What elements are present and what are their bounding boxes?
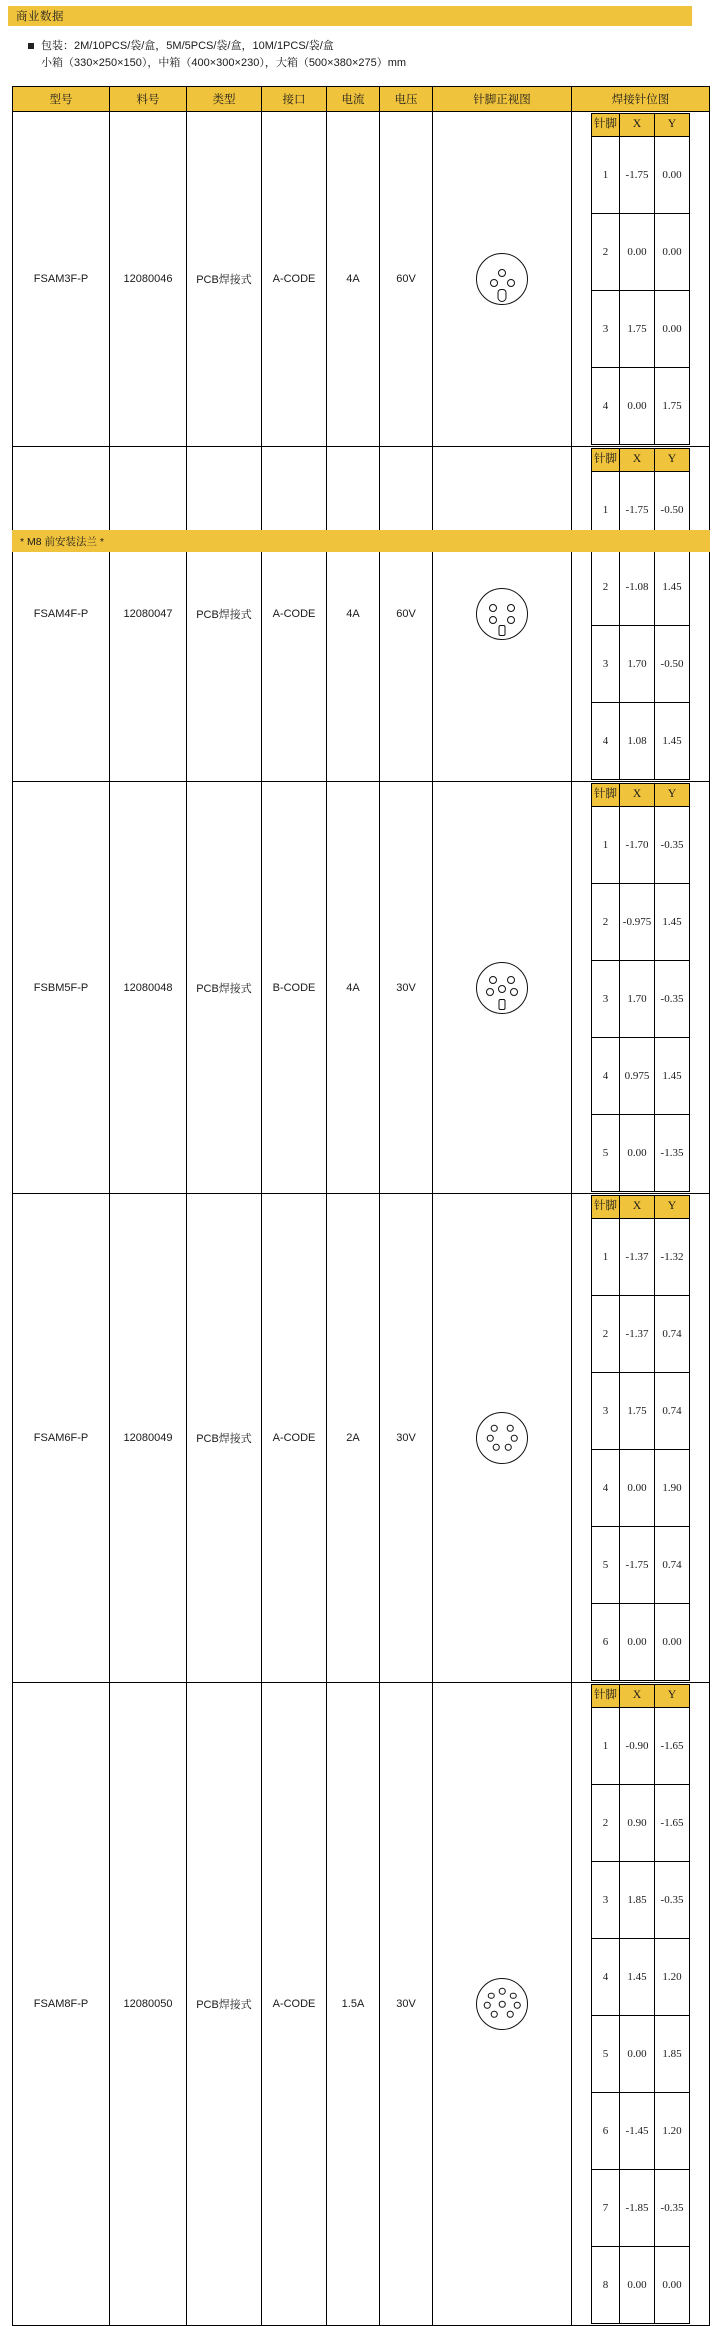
cell-type: PCB焊接式: [187, 782, 262, 1194]
pin-table-cell: -0.35: [655, 961, 690, 1038]
pin-table-cell: -1.70: [620, 807, 655, 884]
cell-front-view: [433, 782, 572, 1194]
pin-table-row: [592, 1862, 690, 1939]
cell-part-no: 12080049: [110, 1194, 187, 1683]
cell-model: FSBM5F-P: [13, 782, 110, 1194]
connector-pin-3: [487, 1435, 494, 1442]
pin-table-cell: 1.45: [620, 1939, 655, 2016]
pin-table-header-3: Y: [655, 114, 690, 137]
pin-table-header-row: [592, 114, 690, 137]
pin-table-cell: -1.65: [655, 1708, 690, 1785]
pin-table-row: [592, 626, 690, 703]
cell-voltage: 30V: [380, 1194, 433, 1683]
cell-interface: A-CODE: [262, 112, 327, 447]
connector-pin-4: [507, 2011, 514, 2018]
pin-table-header-1: 针脚: [592, 1685, 620, 1708]
connector-pin-6: [491, 2011, 498, 2018]
pin-table-cell: 0.00: [620, 2247, 655, 2324]
pin-table-cell: -0.50: [655, 626, 690, 703]
pin-table-cell: 4: [592, 368, 620, 445]
pin-table-cell: 0.00: [655, 137, 690, 214]
connector-pin-3: [489, 616, 497, 624]
cell-current: 4A: [327, 112, 380, 447]
pin-table-cell: 1: [592, 1708, 620, 1785]
pin-table-row: [592, 549, 690, 626]
pin-table-cell: 3: [592, 626, 620, 703]
pin-table-header-3: Y: [655, 449, 690, 472]
pin-table-cell: 1.08: [620, 703, 655, 780]
packing-notes: [28, 38, 708, 72]
pin-table-cell: -1.08: [620, 549, 655, 626]
cell-voltage: 30V: [380, 1683, 433, 2326]
column-header-model: 型号: [13, 87, 110, 112]
connector-pin-4: [498, 985, 506, 993]
pin-table-cell: -1.75: [620, 472, 655, 549]
pin-table-row: [592, 2247, 690, 2324]
pin-table-row: [592, 291, 690, 368]
column-header-type: 类型: [187, 87, 262, 112]
cell-type: PCB焊接式: [187, 1194, 262, 1683]
column-header-interface: 接口: [262, 87, 327, 112]
connector-pin-2: [507, 604, 515, 612]
cell-solder-pinout: [572, 1683, 710, 2326]
pin-table-cell: 6: [592, 1604, 620, 1681]
pin-table-row: [592, 1115, 690, 1192]
pin-table-cell: 0.00: [620, 1115, 655, 1192]
pin-table-cell: 7: [592, 2170, 620, 2247]
table-row: [13, 782, 710, 1194]
cell-interface: B-CODE: [262, 782, 327, 1194]
table-row: [13, 1683, 710, 2326]
pin-table-cell: 4: [592, 1939, 620, 2016]
connector-pin-2: [510, 1992, 517, 1999]
pin-table-cell: 8: [592, 2247, 620, 2324]
pin-table-cell: -1.65: [655, 1785, 690, 1862]
pin-table-cell: -1.45: [620, 2093, 655, 2170]
cell-current: 4A: [327, 447, 380, 782]
column-header-front-view: 针脚正视图: [433, 87, 572, 112]
pin-table-row: [592, 1604, 690, 1681]
pin-table-cell: 2: [592, 884, 620, 961]
pin-table-cell: -0.35: [655, 807, 690, 884]
connector-pin-3: [514, 2002, 521, 2009]
pin-coordinate-table: [591, 448, 690, 780]
pin-table-cell: 1.70: [620, 961, 655, 1038]
cell-solder-pinout: [572, 447, 710, 782]
pin-table-cell: -1.85: [620, 2170, 655, 2247]
connector-pin-1: [491, 1425, 498, 1432]
pin-table-row: [592, 368, 690, 445]
pin-table-row: [592, 1785, 690, 1862]
connector-pin-4: [507, 616, 515, 624]
pin-table-row: [592, 2093, 690, 2170]
connector-pin-1: [489, 976, 497, 984]
column-header-voltage: 电压: [380, 87, 433, 112]
pin-table-row: [592, 1219, 690, 1296]
connector-pin-1: [498, 269, 506, 277]
connector-front-view: [476, 1412, 528, 1464]
connector-pin-2: [507, 976, 515, 984]
pin-table-cell: 1.20: [655, 1939, 690, 2016]
pin-table-header-row: [592, 449, 690, 472]
connector-front-view: [476, 588, 528, 640]
connector-pin-6: [505, 1444, 512, 1451]
pin-table-header-3: Y: [655, 784, 690, 807]
pin-table-cell: 0.975: [620, 1038, 655, 1115]
pin-table-cell: 0.00: [620, 1450, 655, 1527]
connector-pin-5: [510, 988, 518, 996]
pin-table-cell: 0.00: [655, 2247, 690, 2324]
connector-front-view: [476, 962, 528, 1014]
connector-pin-3: [507, 279, 515, 287]
footer-text: * M8 前安装法兰 *: [20, 535, 105, 548]
column-header-solder-pinout: 焊接针位图: [572, 87, 710, 112]
header-bar-cutout: [692, 6, 714, 26]
cell-front-view: [433, 1683, 572, 2326]
connector-pin-1: [499, 1988, 506, 1995]
pin-table-row: [592, 1527, 690, 1604]
cell-interface: A-CODE: [262, 447, 327, 782]
pin-table-cell: 0.74: [655, 1527, 690, 1604]
pin-table-header-2: X: [620, 114, 655, 137]
cell-interface: A-CODE: [262, 1194, 327, 1683]
pin-table-cell: 5: [592, 2016, 620, 2093]
pin-table-cell: 1: [592, 137, 620, 214]
pin-table-header-2: X: [620, 1685, 655, 1708]
pin-table-cell: -0.50: [655, 472, 690, 549]
cell-front-view: [433, 112, 572, 447]
pin-table-row: [592, 1373, 690, 1450]
cell-current: 2A: [327, 1194, 380, 1683]
pin-table-row: [592, 214, 690, 291]
pin-table-header-2: X: [620, 784, 655, 807]
pin-table-cell: 0.00: [655, 1604, 690, 1681]
connector-pin-4: [511, 1435, 518, 1442]
pin-table-cell: 1.70: [620, 626, 655, 703]
pin-table-cell: 5: [592, 1527, 620, 1604]
table-body: [13, 112, 710, 2326]
pin-table-cell: 0.74: [655, 1373, 690, 1450]
pin-table-cell: 2: [592, 1785, 620, 1862]
pin-table-cell: 0.00: [620, 214, 655, 291]
connector-front-view: [476, 1978, 528, 2030]
table-row: [13, 447, 710, 782]
pin-table-cell: 1.85: [655, 2016, 690, 2093]
pin-table-cell: 1: [592, 807, 620, 884]
pin-table-cell: 4: [592, 1450, 620, 1527]
pin-table-cell: 0.74: [655, 1296, 690, 1373]
pin-coordinate-table: [591, 783, 690, 1192]
column-header-part-no: 料号: [110, 87, 187, 112]
pin-table-row: [592, 2016, 690, 2093]
pin-table-cell: -1.75: [620, 137, 655, 214]
cell-model: FSAM3F-P: [13, 112, 110, 447]
bullet-square-icon: [28, 43, 34, 49]
pin-table-row: [592, 1038, 690, 1115]
pin-table-row: [592, 137, 690, 214]
cell-voltage: 30V: [380, 782, 433, 1194]
pin-table-cell: 1.75: [620, 291, 655, 368]
cell-voltage: 60V: [380, 112, 433, 447]
pin-table-cell: 3: [592, 1862, 620, 1939]
cell-type: PCB焊接式: [187, 447, 262, 782]
pin-table-cell: 0.00: [620, 1604, 655, 1681]
pin-table-cell: -0.975: [620, 884, 655, 961]
pin-table-cell: 0.00: [620, 368, 655, 445]
pin-table-cell: 0.00: [655, 214, 690, 291]
connector-front-view: [476, 253, 528, 305]
pin-coordinate-table: [591, 1195, 690, 1681]
cell-solder-pinout: [572, 782, 710, 1194]
pin-table-cell: 4: [592, 1038, 620, 1115]
pin-table-cell: 0.90: [620, 1785, 655, 1862]
pin-table-header-3: Y: [655, 1685, 690, 1708]
cell-type: PCB焊接式: [187, 112, 262, 447]
pin-table-cell: 1: [592, 472, 620, 549]
pin-table-row: [592, 1939, 690, 2016]
pin-table-cell: 1.45: [655, 703, 690, 780]
pin-table-header-row: [592, 1196, 690, 1219]
pin-table-header-2: X: [620, 1196, 655, 1219]
connector-pin-3: [486, 988, 494, 996]
pin-table-cell: -1.37: [620, 1296, 655, 1373]
connector-pin-5: [499, 2001, 506, 2008]
specification-table: [12, 86, 710, 2326]
pin-table-cell: -1.37: [620, 1219, 655, 1296]
pin-table-header-1: 针脚: [592, 114, 620, 137]
packing-note-line-2: 小箱（330×250×150），中箱（400×300×230），大箱（500×380×275）mm: [41, 57, 407, 69]
cell-part-no: 12080046: [110, 112, 187, 447]
cell-current: 1.5A: [327, 1683, 380, 2326]
pin-table-header-row: [592, 1685, 690, 1708]
pin-table-row: [592, 1708, 690, 1785]
cell-model: FSAM8F-P: [13, 1683, 110, 2326]
pin-table-cell: 0.00: [620, 2016, 655, 2093]
cell-front-view: [433, 447, 572, 782]
pin-table-header-3: Y: [655, 1196, 690, 1219]
connector-pin-7: [484, 2002, 491, 2009]
connector-keyway: [498, 289, 507, 302]
pin-table-cell: -1.75: [620, 1527, 655, 1604]
pin-table-cell: 3: [592, 961, 620, 1038]
cell-current: 4A: [327, 782, 380, 1194]
pin-table-row: [592, 961, 690, 1038]
cell-part-no: 12080047: [110, 447, 187, 782]
connector-pin-5: [493, 1444, 500, 1451]
connector-pin-2: [490, 279, 498, 287]
pin-coordinate-table: [591, 113, 690, 445]
pin-table-row: [592, 807, 690, 884]
connector-pin-8: [488, 1992, 495, 1999]
pin-table-cell: 3: [592, 291, 620, 368]
pin-table-row: [592, 884, 690, 961]
pin-table-cell: 0.00: [655, 291, 690, 368]
pin-table-cell: 1.45: [655, 549, 690, 626]
pin-table-cell: 2: [592, 1296, 620, 1373]
pin-table-cell: -0.35: [655, 1862, 690, 1939]
pin-table-cell: -1.35: [655, 1115, 690, 1192]
cell-part-no: 12080048: [110, 782, 187, 1194]
pin-table-row: [592, 2170, 690, 2247]
cell-voltage: 60V: [380, 447, 433, 782]
table-row: [13, 112, 710, 447]
pin-table-header-1: 针脚: [592, 784, 620, 807]
pin-table-cell: 6: [592, 2093, 620, 2170]
cell-type: PCB焊接式: [187, 1683, 262, 2326]
pin-table-cell: 3: [592, 1373, 620, 1450]
pin-table-cell: 4: [592, 703, 620, 780]
connector-pin-1: [489, 604, 497, 612]
cell-front-view: [433, 1194, 572, 1683]
pin-table-cell: -1.32: [655, 1219, 690, 1296]
pin-table-row: [592, 703, 690, 780]
pin-table-cell: 1.85: [620, 1862, 655, 1939]
pin-table-cell: -0.90: [620, 1708, 655, 1785]
pin-table-row: [592, 1296, 690, 1373]
cell-interface: A-CODE: [262, 1683, 327, 2326]
cell-solder-pinout: [572, 112, 710, 447]
pin-table-header-1: 针脚: [592, 449, 620, 472]
pin-table-cell: 1.75: [655, 368, 690, 445]
pin-table-cell: 1.75: [620, 1373, 655, 1450]
pin-table-cell: -0.35: [655, 2170, 690, 2247]
pin-table-cell: 1.45: [655, 1038, 690, 1115]
pin-table-cell: 1.20: [655, 2093, 690, 2170]
pin-table-header-2: X: [620, 449, 655, 472]
pin-table-cell: 5: [592, 1115, 620, 1192]
connector-keyway: [499, 625, 506, 636]
connector-keyway: [499, 999, 506, 1010]
pin-table-cell: 2: [592, 549, 620, 626]
pin-coordinate-table: [591, 1684, 690, 2324]
pin-table-cell: 1.90: [655, 1450, 690, 1527]
cell-model: FSAM4F-P: [13, 447, 110, 782]
cell-solder-pinout: [572, 1194, 710, 1683]
section-title: 商业数据: [16, 11, 64, 23]
pin-table-header-row: [592, 784, 690, 807]
table-header-row: [13, 87, 710, 112]
packing-note-line-1: 包装：2M/10PCS/袋/盒，5M/5PCS/袋/盒，10M/1PCS/袋/盒: [41, 40, 334, 52]
footer-bar: [12, 530, 710, 552]
cell-part-no: 12080050: [110, 1683, 187, 2326]
pin-table-row: [592, 1450, 690, 1527]
table-row: [13, 1194, 710, 1683]
pin-table-cell: 1.45: [655, 884, 690, 961]
pin-table-cell: 2: [592, 214, 620, 291]
connector-pin-2: [507, 1425, 514, 1432]
column-header-current: 电流: [327, 87, 380, 112]
pin-table-header-1: 针脚: [592, 1196, 620, 1219]
pin-table-cell: 1: [592, 1219, 620, 1296]
section-header-bar: [8, 6, 714, 26]
cell-model: FSAM6F-P: [13, 1194, 110, 1683]
